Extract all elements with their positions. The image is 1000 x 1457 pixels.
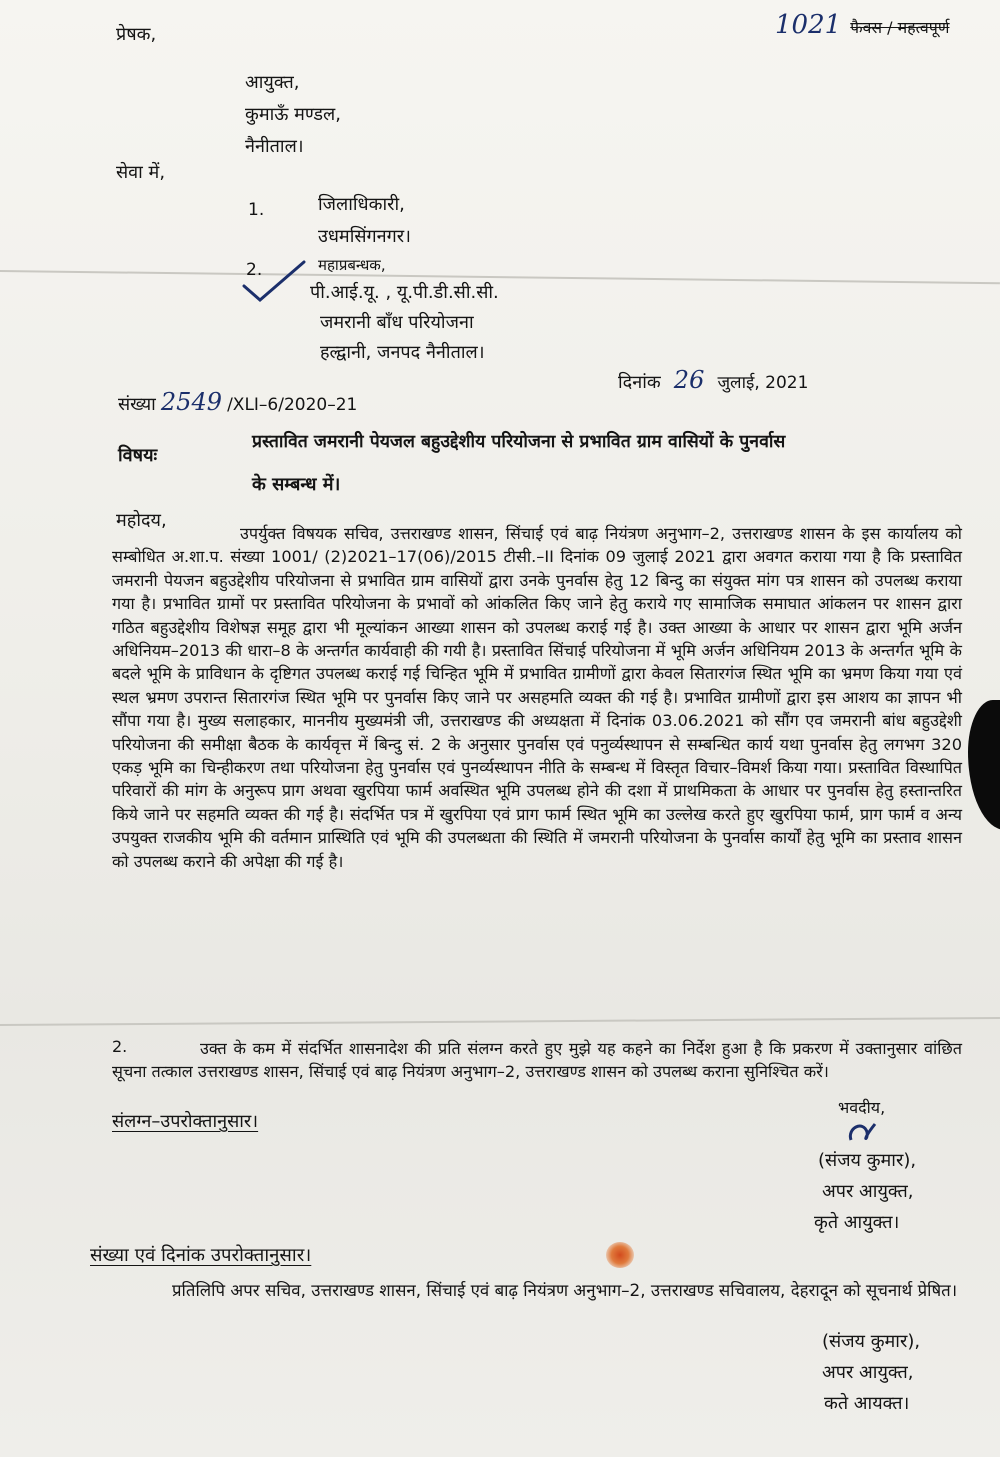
closing: भवदीय, xyxy=(838,1098,886,1117)
recipient-number: 1. xyxy=(248,200,265,220)
sender-label: प्रेषक, xyxy=(116,24,157,45)
date-suffix: जुलाई, 2021 xyxy=(717,373,809,393)
reference-handwritten-number: 2549 xyxy=(160,388,222,416)
signatory-on-behalf: कृते आयुक्त। xyxy=(814,1212,900,1233)
paragraph-1: उपर्युक्त विषयक सचिव, उत्तराखण्ड शासन, सिंचाई एवं बाढ़ नियंत्रण अनुभाग–2, उत्तराखण्ड शासन के इस कार्यालय को सम्बोधित अ.शा.प. संख्या 1001/ (2)2021–17(06)/2015 टीसी.–II दिनांक 09 जुलाई 2021 द्वारा अवगत कराया गया है कि प्रस्तावित जमरानी पेयजन बहुउद्देशीय परियोजना से प्रभावित ग्राम वासियों द्वारा उनके पुनर्वास हेतु 12 बिन्दु का संयुक्त मांग पत्र शासन को उपलब्ध कराया गया है। प्रभावित ग्रामों पर प्रस्तावित परियोजना के प्रभावों को आंकलित किए जाने हेतु कराये गए सामाजिक समाघात आंकलन पर शासन द्वारा गठित बहुउद्देशीय विशेषज्ञ समूह द्वारा भी मूल्यांकन आख्या शासन को उपलब्ध कराई गई है। उक्त आख्या के आधार पर शासन द्वारा भूमि अर्जन अधिनियम–2013 की धारा–8 के अन्तर्गत कार्यवाही की गयी है। प्रस्तावित सिंचाई परियोजना में भूमि अर्जन अधिनियम 2013 के अन्तर्गत भूमि के बदले भूमि के प्राविधान के दृष्टिगत उपलब्ध कराई गई चिन्हित भूमि में प्रभावित ग्रामीणों द्वारा केवल सितारगंज स्थित भूमि का भ्रमण किया गया एवं स्थल भ्रमण उपरान्त सितारगंज स्थित भूमि पर पुनर्वास किए जाने पर असहमति व्यक्त की गई है। प्रभावित ग्रामीणों द्वारा इस आशय का ज्ञापन भी सौंपा गया है। मुख्य सलाहकार, माननीय मुख्यमंत्री जी, उत्तराखण्ड की अध्यक्षता में दिनांक 03.06.2021 को सौंग एव जमरानी बांध बहुउद्देशी परियोजना की समीक्षा बैठक के कार्यवृत्त में बिन्दु सं. 2 के अनुसार पुनर्वास एवं पनुर्व्यस्थापन से सम्बन्धित कार्य यथा पुनर्वास हेतु लगभग 320 एकड़ भूमि का चिन्हीकरण तथा परियोजना हेतु पुनर्वास एवं पुनर्व्यस्थापन नीति के सम्बन्ध में विस्तृत विचार–विमर्श किया गया। प्रस्तावित विस्थापित परिवारों की मांग के अनुरूप प्राग अथवा खुरपिया फार्म अवस्थित भूमि उपलब्ध होने की दशा में प्राथमिकता के आधार पर पुनर्वास हेतु हस्तान्तरित किये जाने पर सहमति व्यक्त की गई है। संदर्भित पत्र में खुरपिया एवं प्राग फार्म स्थित भूमि का उल्लेख करते हुए खुरपिया फार्म, प्राग फार्म व अन्य उपयुक्त राजकीय भूमि की वर्तमान प्रास्थिति एवं भूमि की उपलब्धता की स्थिति में जमरानी परियोजना के पुनर्वास कार्यों हेतु भूमि का प्रस्ताव शासन को उपलब्ध कराने की अपेक्षा की गई है। xyxy=(112,524,962,871)
ink-stamp-mark xyxy=(606,1242,634,1268)
copy-heading: संख्या एवं दिनांक उपरोक्तानुसार। xyxy=(90,1245,312,1266)
salutation: महोदय, xyxy=(116,510,167,531)
recipient-line: पी.आई.यू. , यू.पी.डी.सी.सी. xyxy=(310,282,499,303)
recipient-label: सेवा में, xyxy=(116,162,166,183)
recipient-line: उधमसिंगनगर। xyxy=(318,226,411,247)
sender-line: कुमाऊँ मण्डल, xyxy=(245,104,341,125)
signatory-designation: अपर आयुक्त, xyxy=(822,1181,914,1202)
sender-line: नैनीताल। xyxy=(245,136,304,157)
signatory-name: (संजय कुमार), xyxy=(822,1331,921,1352)
recipient-line: जमरानी बाँध परियोजना xyxy=(320,312,474,333)
recipient-line: जिलाधिकारी, xyxy=(318,194,405,215)
enclosure-note: संलग्न–उपरोक्तानुसार। xyxy=(112,1111,259,1132)
copy-text: प्रतिलिपि अपर सचिव, उत्तराखण्ड शासन, सिंचाई एवं बाढ़ नियंत्रण अनुभाग–2, उत्तराखण्ड सचिवालय, देहरादून को सूचनार्थ प्रेषित। xyxy=(172,1280,958,1300)
paper-crease xyxy=(0,270,1000,284)
paragraph-2-number: 2. xyxy=(112,1037,128,1056)
date-prefix: दिनांक xyxy=(618,372,661,393)
torn-edge xyxy=(968,700,1000,830)
checkmark-icon xyxy=(240,258,310,306)
sender-line: आयुक्त, xyxy=(245,72,300,93)
letter-date xyxy=(618,366,808,394)
reference-suffix: /XLI–6/2020–21 xyxy=(227,395,358,415)
recipient-line: हल्द्वानी, जनपद नैनीताल। xyxy=(320,342,485,363)
subject-label: विषयः xyxy=(118,445,158,466)
signatory-on-behalf: कते आयक्त। xyxy=(824,1393,910,1414)
recipient-line: महाप्रबन्धक, xyxy=(318,256,386,274)
signature-scribble-icon xyxy=(845,1118,885,1148)
date-handwritten-day: 26 xyxy=(673,366,705,394)
recipient-number: 2. xyxy=(246,260,263,280)
paper-crease xyxy=(0,1017,1000,1026)
reference-number xyxy=(118,388,357,416)
fax-important-label: फैक्स / महत्वपूर्ण xyxy=(850,18,950,37)
top-right-note xyxy=(775,10,949,40)
signatory-designation: अपर आयुक्त, xyxy=(822,1362,914,1383)
signatory-name: (संजय कुमार), xyxy=(818,1150,917,1171)
subject-line: के सम्बन्ध में। xyxy=(252,474,341,495)
handwritten-number: 1021 xyxy=(775,10,842,40)
subject-line: प्रस्तावित जमरानी पेयजल बहुउद्देशीय परियोजना से प्रभावित ग्राम वासियों के पुनर्वास xyxy=(252,432,786,452)
reference-prefix: संख्या xyxy=(118,394,156,415)
paragraph-2: उक्त के कम में संदर्भित शासनादेश की प्रति संलग्न करते हुए मुझे यह कहने का निर्देश हुआ है कि प्रकरण में उक्तानुसार वांछित सूचना तत्काल उत्तराखण्ड शासन, सिंचाई एवं बाढ़ नियंत्रण अनुभाग–2, उत्तराखण्ड शासन को उपलब्ध कराना सुनिश्चित करें। xyxy=(112,1039,962,1082)
